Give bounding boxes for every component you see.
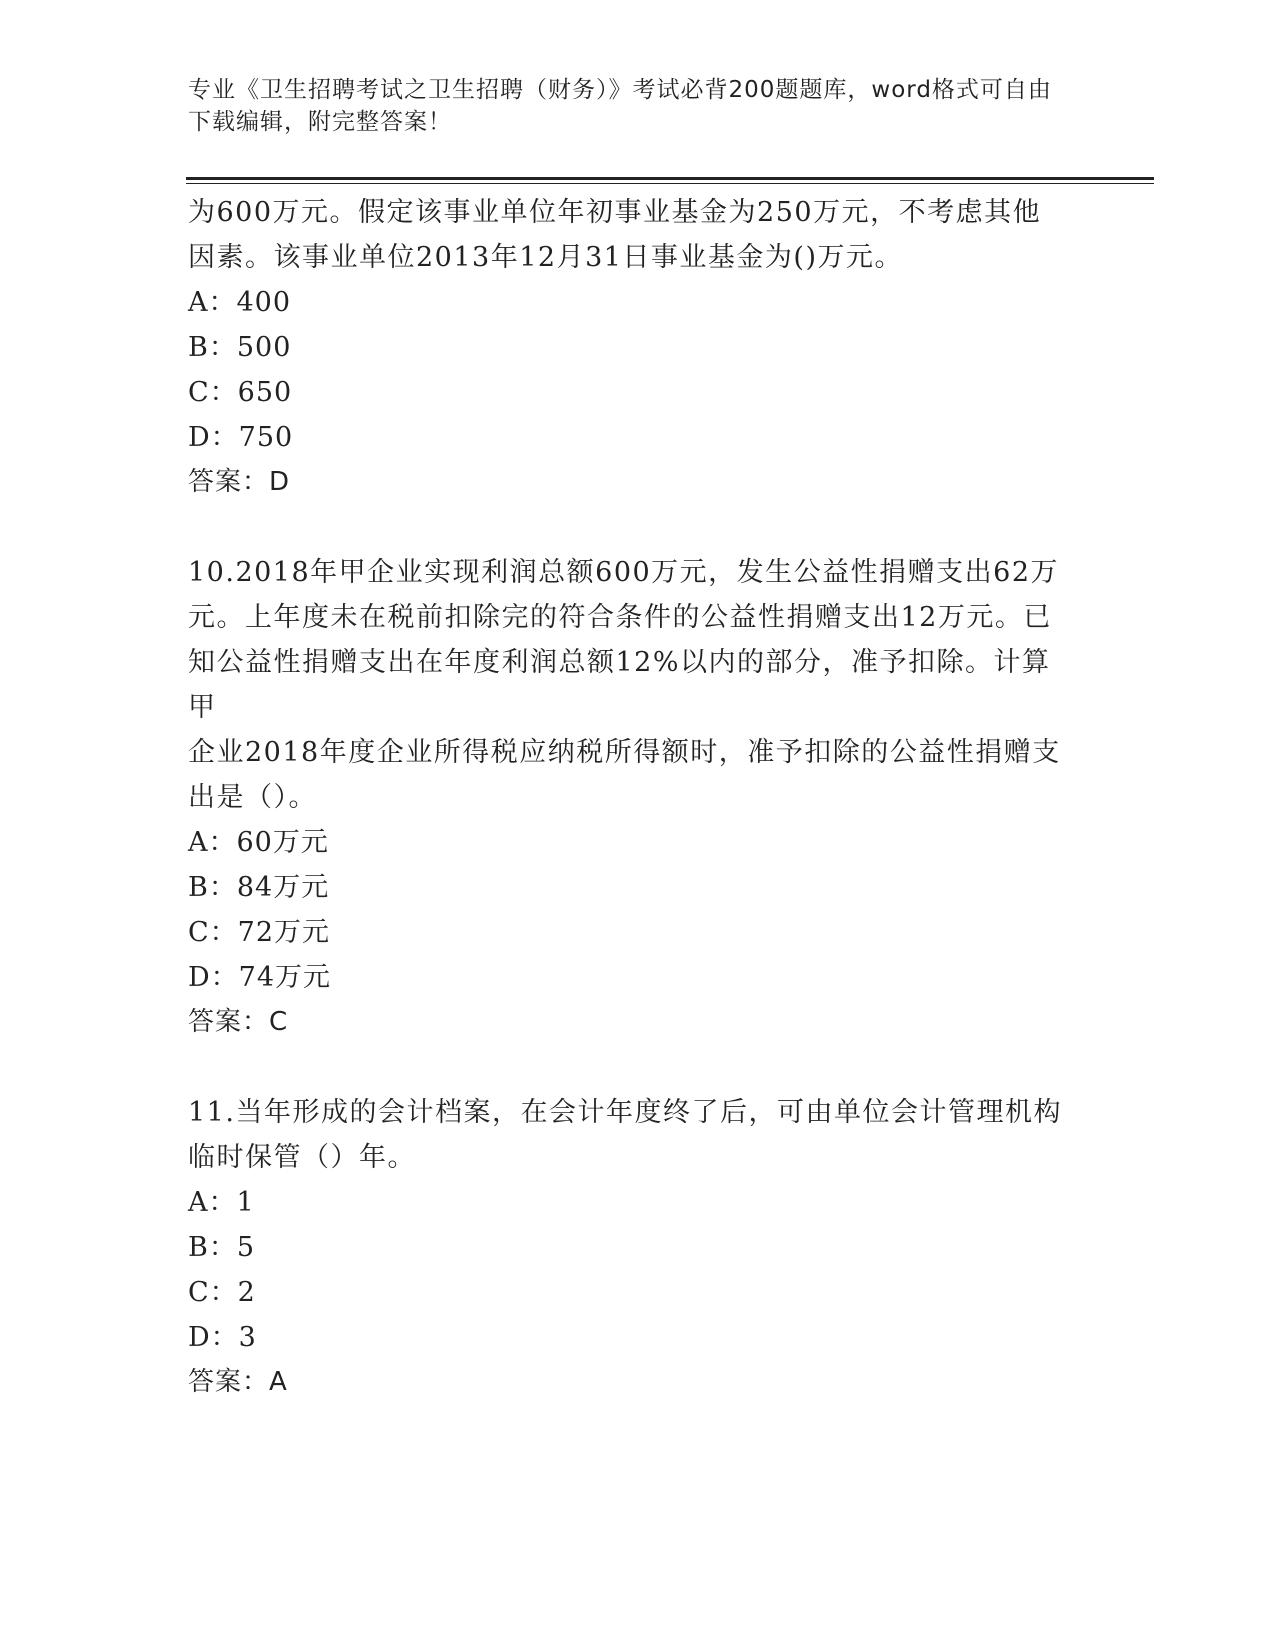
option-b: B：5 [188,1232,256,1263]
question-11 [188,1090,1068,1405]
document-header [188,74,1068,138]
option-d: D：750 [188,422,294,453]
question-stem-line: 元。上年度未在税前扣除完的符合条件的公益性捐赠支出12万元。已 [188,602,1052,633]
question-stem-line: 因素。该事业单位2013年12月31日事业基金为()万元。 [188,242,903,273]
answer: 答案：A [188,1367,288,1397]
question-10 [188,550,1068,1045]
option-d: D：3 [188,1322,257,1353]
question-stem-line: 企业2018年度企业所得税应纳税所得额时，准予扣除的公益性捐赠支 [188,737,1061,768]
header-rule-thin [186,183,1154,184]
spacer [188,505,1068,550]
option-b: B：500 [188,332,292,363]
question-stem-line: 11.当年形成的会计档案，在会计年度终了后，可由单位会计管理机构 [188,1097,1062,1128]
question-stem-line: 知公益性捐赠支出在年度利润总额12%以内的部分，准予扣除。计算甲 [188,647,1051,723]
option-a: A：400 [188,287,292,318]
answer: 答案：D [188,467,291,497]
question-stem-line: 10.2018年甲企业实现利润总额600万元，发生公益性捐赠支出62万 [188,557,1060,588]
question-stem-line: 临时保管（）年。 [188,1142,416,1173]
header-title: 专业《卫生招聘考试之卫生招聘（财务）》考试必背200题题库，word格式可自由下载编辑，附完整答案！ [188,77,1052,135]
option-c: C：650 [188,377,293,408]
option-c: C：72万元 [188,917,331,948]
answer: 答案：C [188,1007,289,1037]
option-c: C：2 [188,1277,256,1308]
question-stem-line: 出是（）。 [188,782,317,813]
option-d: D：74万元 [188,962,332,993]
document-body [188,190,1068,1405]
option-b: B：84万元 [188,872,330,903]
question-stem-line: 为600万元。假定该事业单位年初事业基金为250万元，不考虑其他 [188,197,1042,228]
spacer [188,1045,1068,1090]
option-a: A：60万元 [188,827,329,858]
question-9 [188,190,1068,505]
header-rule-thick [186,177,1154,180]
option-a: A：1 [188,1187,255,1218]
